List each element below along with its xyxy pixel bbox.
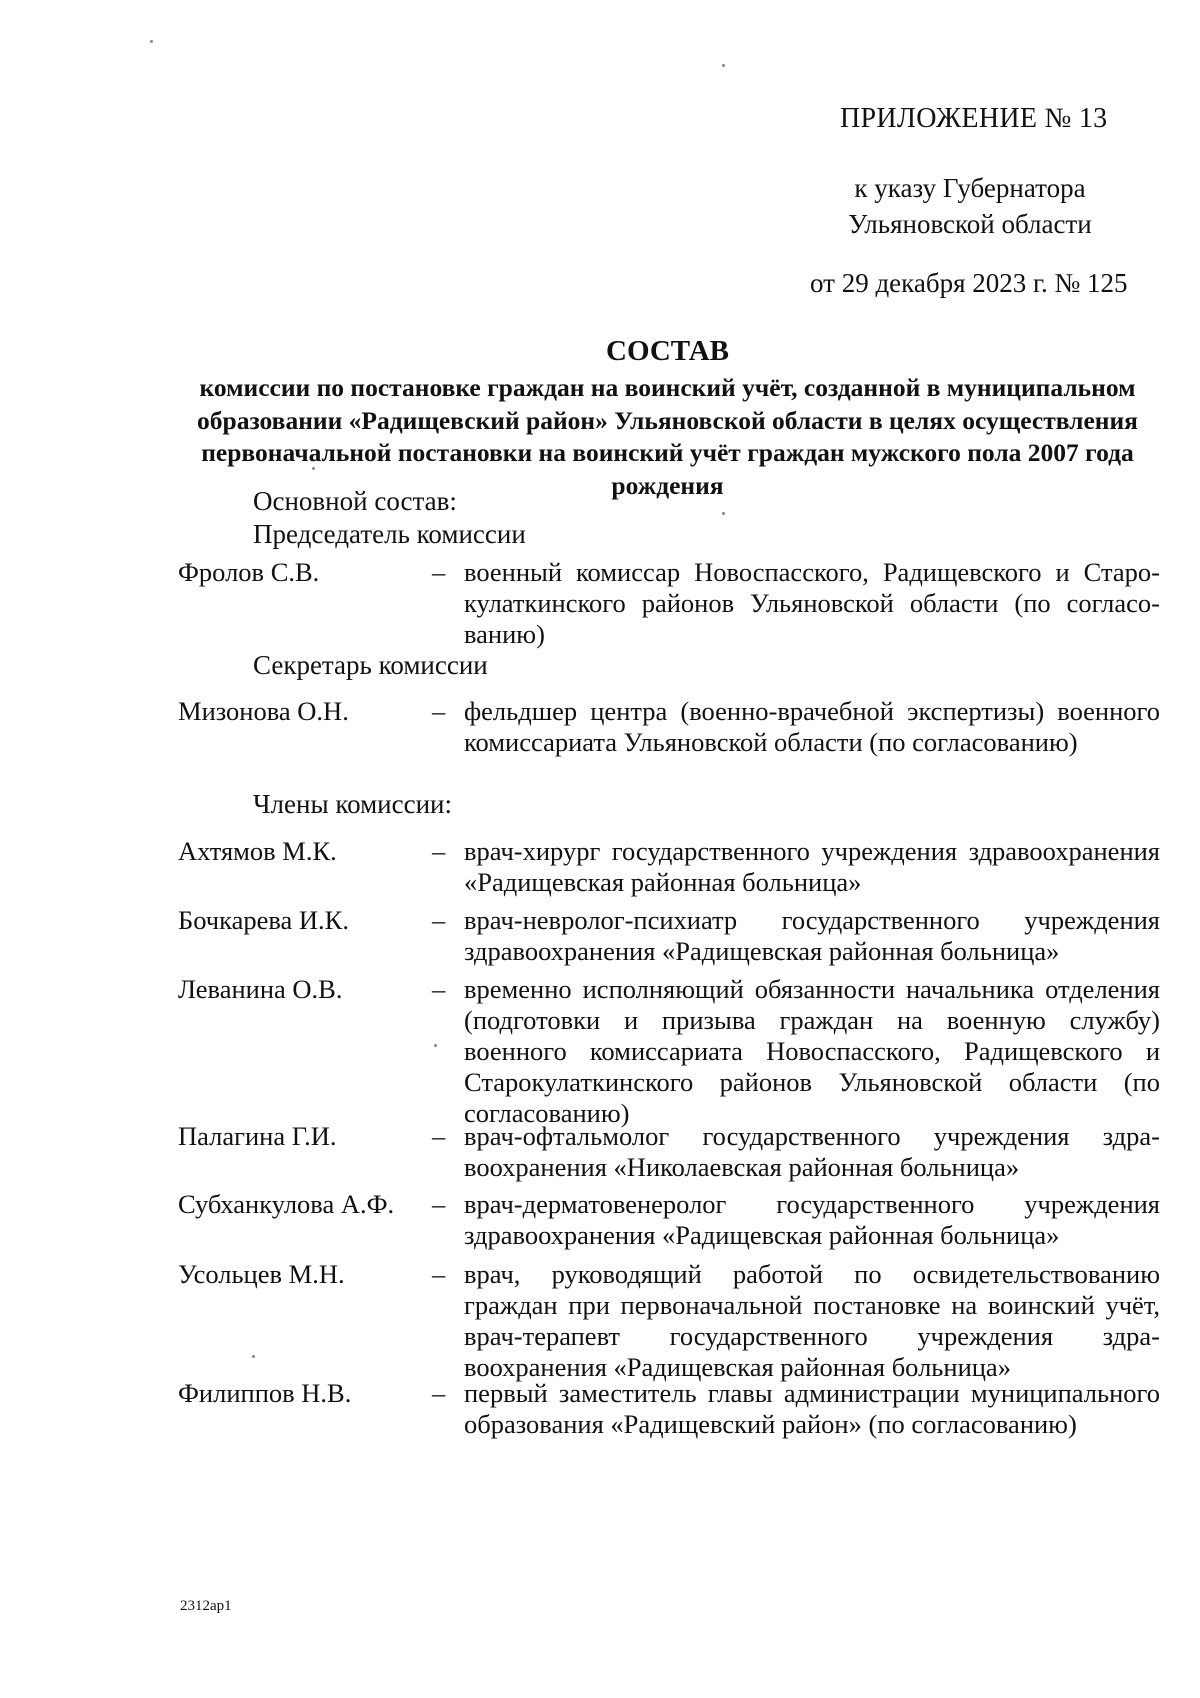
- member-name: Ахтямов М.К.: [178, 836, 337, 866]
- scan-speck: [722, 64, 725, 67]
- decree-reference: к указу Губернатора Ульяновской области: [848, 173, 1092, 239]
- member-role: временно исполняющий обязанности начальника отделения (подготовки и призыва граждан на военную службу) военного комиссариата Новоспасского, Радищевского и Старокулаткинского районов Ульяновской области (по согласованию): [464, 974, 1160, 1128]
- chairman-label: Председатель комиссии: [253, 519, 526, 549]
- dash-separator: –: [432, 1378, 446, 1408]
- member-role: врач-офтальмолог государственного учреждения здравоохранения «Николаевская районная больница»: [464, 1121, 1160, 1182]
- dash-separator: –: [432, 905, 446, 935]
- member-name: Фролов С.В.: [178, 557, 320, 587]
- member-entry: [178, 836, 1160, 898]
- member-entry: [178, 1189, 1160, 1251]
- member-entry: [178, 1259, 1160, 1383]
- members-label: Члены комиссии:: [253, 789, 452, 819]
- main-composition-label: Основной состав:: [253, 486, 457, 516]
- member-entry: [178, 974, 1160, 1129]
- member-role: фельдшер центра (военно-врачебной экспертизы) военного комиссариата Ульяновской области (по согласованию): [464, 696, 1160, 757]
- dash-separator: –: [432, 696, 446, 726]
- member-name: Бочкарева И.К.: [178, 905, 349, 935]
- member-role: врач, руководящий работой по освидетельствованию граждан при первоначальной постановке на воинский учёт, врач-терапевт государственного учреждения здравоохранения «Радищевская районная больница»: [464, 1259, 1160, 1382]
- member-role: первый заместитель главы администрации муниципального образования «Радищевский район» (по согласованию): [464, 1378, 1160, 1439]
- document-code: 2312ap1: [180, 1598, 232, 1614]
- secretary-label: Секретарь комиссии: [253, 650, 488, 680]
- member-name: Мизонова О.Н.: [178, 696, 349, 726]
- member-name: Усольцев М.Н.: [178, 1259, 345, 1289]
- scan-speck: [252, 1355, 255, 1358]
- member-name: Субханкулова А.Ф.: [178, 1189, 395, 1219]
- document-subtitle: комиссии по постановке граждан на воинский учёт, созданной в муниципальном образовании «Радищевский район» Ульяновской области в целях осуществления первоначальной постановки на воинский учёт граждан мужского пола 2007 года рождения: [197, 373, 1138, 500]
- member-role: военный комиссар Новоспасского, Радищевского и Старокулаткинского районов Ульяновской области (по согласованию): [464, 557, 1160, 649]
- member-name: Леванина О.В.: [178, 974, 343, 1004]
- chairman-entry: [178, 557, 1160, 650]
- secretary-entry: [178, 696, 1160, 758]
- dash-separator: –: [432, 974, 446, 1004]
- decree-date: от 29 декабря 2023 г. № 125: [810, 268, 1128, 298]
- member-entry: [178, 1378, 1160, 1440]
- dash-separator: –: [432, 557, 446, 587]
- member-entry: [178, 1121, 1160, 1183]
- document-title: СОСТАВ: [606, 335, 729, 367]
- appendix-number: ПРИЛОЖЕНИЕ № 13: [840, 103, 1108, 134]
- scan-speck: [150, 40, 153, 43]
- member-entry: [178, 905, 1160, 967]
- dash-separator: –: [432, 1121, 446, 1151]
- scan-speck: [312, 467, 315, 470]
- member-role: врач-хирург государственного учреждения здравоохранения «Радищевская районная больница»: [464, 836, 1160, 897]
- member-role: врач-невролог-психиатр государственного учреждения здравоохранения «Радищевская районная больница»: [464, 905, 1160, 966]
- scan-speck: [434, 1044, 437, 1047]
- member-name: Филиппов Н.В.: [178, 1378, 352, 1408]
- scan-speck: [722, 512, 725, 515]
- member-role: врач-дерматовенеролог государственного учреждения здравоохранения «Радищевская районная больница»: [464, 1189, 1160, 1250]
- dash-separator: –: [432, 1189, 446, 1219]
- dash-separator: –: [432, 836, 446, 866]
- dash-separator: –: [432, 1259, 446, 1289]
- member-name: Палагина Г.И.: [178, 1121, 337, 1151]
